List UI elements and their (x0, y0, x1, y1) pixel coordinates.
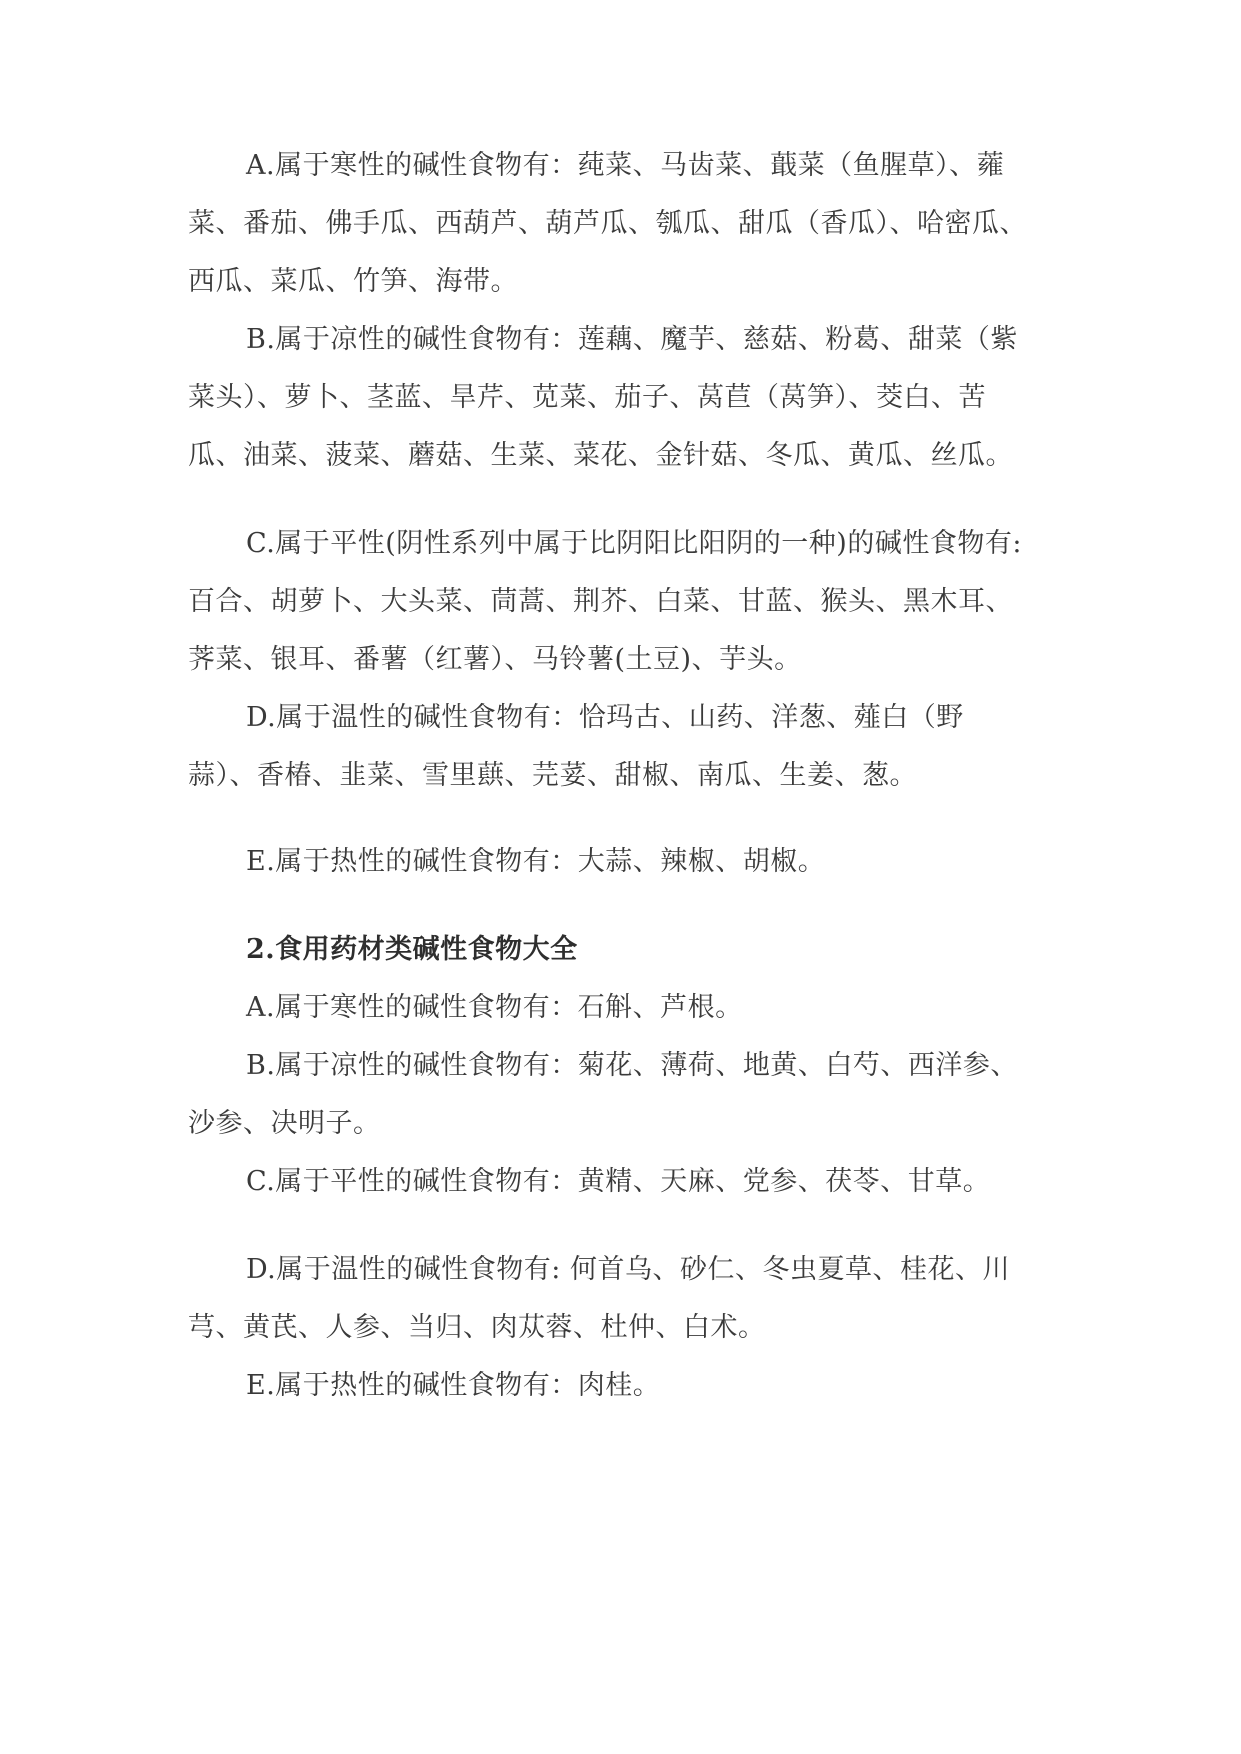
text-line: 菜头）、萝卜、茎蓝、旱芹、苋菜、茄子、莴苣（莴笋）、茭白、苦 (188, 382, 986, 413)
text-line: 西瓜、菜瓜、竹笋、海带。 (188, 266, 518, 297)
text-line: E.属于热性的碱性食物有：肉桂。 (246, 1370, 661, 1401)
text-line: 芎、黄芪、人参、当归、肉苁蓉、杜仲、白术。 (188, 1312, 766, 1343)
text-line: C.属于平性(阴性系列中属于比阴阳比阳阴的一种)的碱性食物有: (246, 528, 1022, 559)
text-line: 沙参、决明子。 (188, 1108, 381, 1139)
text-line: A.属于寒性的碱性食物有：莼菜、马齿菜、蕺菜（鱼腥草）、蕹 (246, 150, 1005, 181)
text-line: 菜、番茄、佛手瓜、西葫芦、葫芦瓜、瓠瓜、甜瓜（香瓜）、哈密瓜、 (188, 208, 1027, 239)
text-line: C.属于平性的碱性食物有：黄精、天麻、党参、茯苓、甘草。 (246, 1166, 991, 1197)
text-line: 荠菜、银耳、番薯（红薯）、马铃薯(土豆)、芋头。 (188, 644, 802, 675)
text-line: B.属于凉性的碱性食物有：莲藕、魔芋、慈菇、粉葛、甜菜（紫 (246, 324, 1018, 355)
section-heading: 2.食用药材类碱性食物大全 (246, 934, 578, 965)
text-line: A.属于寒性的碱性食物有：石斛、芦根。 (246, 992, 743, 1023)
text-line: E.属于热性的碱性食物有：大蒜、辣椒、胡椒。 (246, 846, 826, 877)
text-line: D.属于温性的碱性食物有：恰玛古、山药、洋葱、薤白（野 (246, 702, 964, 733)
text-line: 蒜）、香椿、韭菜、雪里蕻、芫荽、甜椒、南瓜、生姜、葱。 (188, 760, 917, 791)
text-line: 百合、胡萝卜、大头菜、茼蒿、荆芥、白菜、甘蓝、猴头、黑木耳、 (188, 586, 1013, 617)
text-line: 瓜、油菜、菠菜、蘑菇、生菜、菜花、金针菇、冬瓜、黄瓜、丝瓜。 (188, 440, 1013, 471)
text-line: B.属于凉性的碱性食物有：菊花、薄荷、地黄、白芍、西洋参、 (246, 1050, 1018, 1081)
text-line: D.属于温性的碱性食物有: 何首乌、砂仁、冬虫夏草、桂花、川 (246, 1254, 1010, 1285)
